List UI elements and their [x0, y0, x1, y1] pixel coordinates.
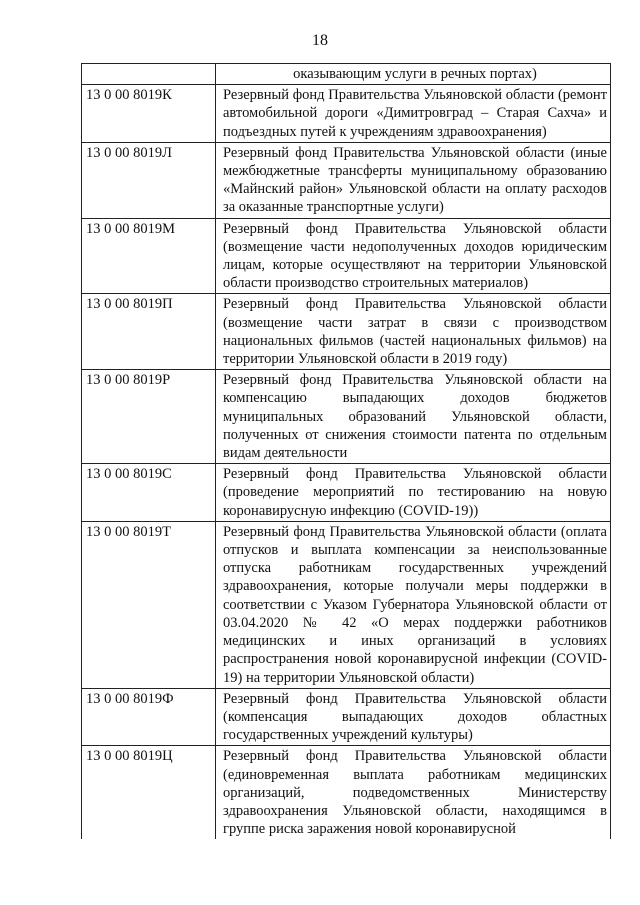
row-code: 13 0 00 8019Ц — [82, 746, 216, 840]
table-row — [82, 746, 611, 840]
row-description: Резервный фонд Правительства Ульяновской области (возмещение части недополученных доходов юридическим лицам, которые осуществляют на территории Ульяновской области производство строительных материалов) — [216, 218, 611, 294]
row-code: 13 0 00 8019Л — [82, 142, 216, 218]
table-row — [82, 85, 611, 143]
row-description: Резервный фонд Правительства Ульяновской области (компенсация выпадающих доходов областных государственных учреждений культуры) — [216, 688, 611, 746]
table-row — [82, 688, 611, 746]
row-description: Резервный фонд Правительства Ульяновской области (ремонт автомобильной дороги «Димитровград – Старая Сахча» и подъездных путей к учреждениям здравоохранения) — [216, 85, 611, 143]
row-code: 13 0 00 8019П — [82, 294, 216, 370]
table-row — [82, 464, 611, 522]
row-code: 13 0 00 8019К — [82, 85, 216, 143]
row-description: Резервный фонд Правительства Ульяновской области (оплата отпусков и выплата компенсации за неиспользованные отпуска работникам государственных учреждений здравоохранения, которые получали меры поддержки в соответствии с Указом Губернатора Ульяновской области от 03.04.2020 № 42 «О мерах поддержки работников медицинских и иных организаций в условиях распространения новой коронавирусной инфекции (COVID-19) на территории Ульяновской области) — [216, 521, 611, 688]
table-row — [82, 142, 611, 218]
table-row — [82, 370, 611, 464]
page-number: 18 — [312, 32, 328, 49]
table-row — [82, 294, 611, 370]
row-code: 13 0 00 8019С — [82, 464, 216, 522]
table-row — [82, 218, 611, 294]
row-code: 13 0 00 8019Р — [82, 370, 216, 464]
row-description: Резервный фонд Правительства Ульяновской области (единовременная выплата работникам медицинских организаций, подведомственных Министерству здравоохранения Ульяновской области, находящимся в группе риска заражения новой коронавирусной — [216, 746, 611, 840]
row-description: Резервный фонд Правительства Ульяновской области на компенсацию выпадающих доходов бюджетов муниципальных образований Ульяновской области, полученных от снижения стоимости патента по отдельным видам деятельности — [216, 370, 611, 464]
row-description: оказывающим услуги в речных портах) — [216, 64, 611, 85]
row-description: Резервный фонд Правительства Ульяновской области (проведение мероприятий по тестированию на новую коронавирусную инфекцию (COVID-19)) — [216, 464, 611, 522]
table-row — [82, 521, 611, 688]
row-code: 13 0 00 8019Ф — [82, 688, 216, 746]
row-code — [82, 64, 216, 85]
row-code: 13 0 00 8019М — [82, 218, 216, 294]
budget-codes-table — [81, 63, 611, 839]
table-row — [82, 64, 611, 85]
row-description: Резервный фонд Правительства Ульяновской области (иные межбюджетные трансферты муниципальному образованию «Майнский район» Ульяновской области на оплату расходов за оказанные транспортные услуги) — [216, 142, 611, 218]
row-code: 13 0 00 8019Т — [82, 521, 216, 688]
row-description: Резервный фонд Правительства Ульяновской области (возмещение части затрат в связи с производством национальных фильмов (частей национальных фильмов) на территории Ульяновской области в 2019 году) — [216, 294, 611, 370]
